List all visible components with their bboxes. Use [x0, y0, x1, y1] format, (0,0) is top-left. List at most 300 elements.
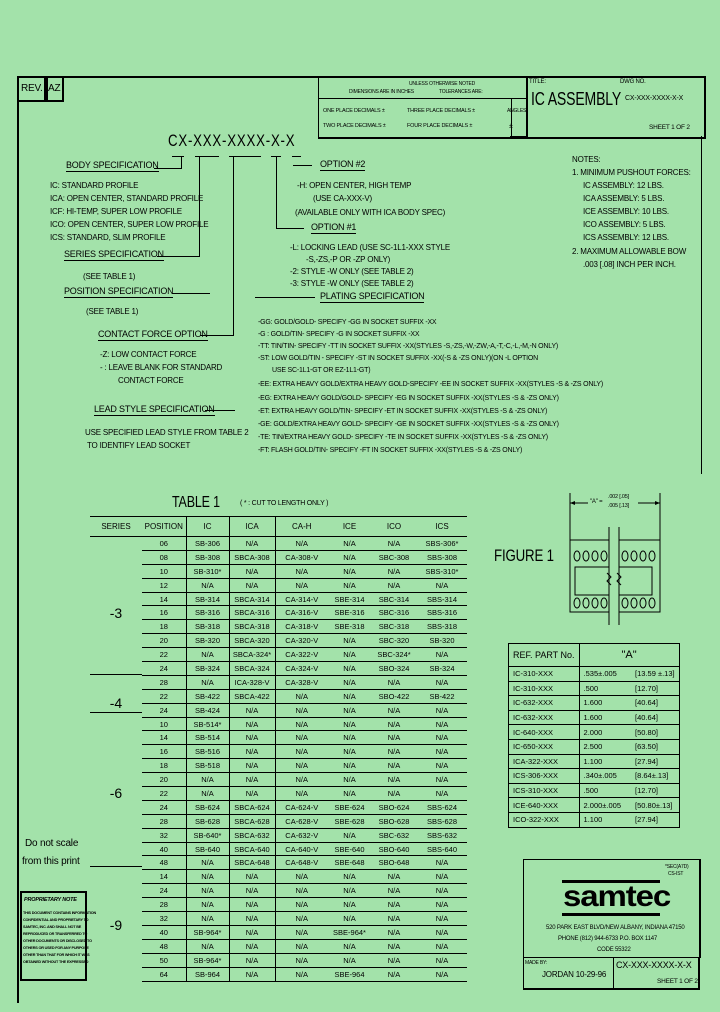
- part-cell: N/A: [275, 912, 328, 926]
- dimension-cell: [40.64]: [631, 710, 679, 725]
- option2-heading: OPTION #2: [320, 159, 366, 169]
- part-cell: N/A: [275, 717, 328, 731]
- col-ico: ICO: [371, 517, 417, 537]
- part-cell: SBCA-324: [229, 662, 275, 676]
- part-cell: N/A: [229, 912, 275, 926]
- part-cell: N/A: [417, 884, 467, 898]
- proprietary-line: OBTAINED WITHOUT THE EXPRESSED: [23, 960, 89, 964]
- part-cell: N/A: [417, 870, 467, 884]
- rev-label: REV.: [21, 83, 43, 94]
- position-cell: 06: [142, 537, 186, 551]
- part-cell: SB-514*: [186, 717, 229, 731]
- part-cell: SB-516: [186, 745, 229, 759]
- option1-item: -S,-ZS,-P OR -ZP ONLY): [306, 255, 391, 264]
- part-cell: CA-318-V: [275, 620, 328, 634]
- col-ice: ICE: [328, 517, 371, 537]
- position-cell: 24: [142, 800, 186, 814]
- position-cell: 14: [142, 731, 186, 745]
- dimension-cell: [50.80]: [631, 725, 679, 740]
- part-cell: N/A: [186, 787, 229, 801]
- position-cell: 12: [142, 578, 186, 592]
- part-cell: SB-964: [186, 967, 229, 981]
- lead-style-item: USE SPECIFIED LEAD STYLE FROM TABLE 2: [85, 428, 249, 437]
- dimension-cell: [12.70]: [631, 783, 679, 798]
- position-cell: 10: [142, 717, 186, 731]
- part-cell: N/A: [229, 717, 275, 731]
- part-cell: SBCA-324*: [229, 648, 275, 662]
- body-spec-item: ICS: STANDARD, SLIM PROFILE: [50, 233, 166, 242]
- table1-row: [90, 731, 467, 745]
- position-spec-note: (SEE TABLE 1): [86, 307, 139, 316]
- angles-block: [507, 97, 527, 138]
- figure1-dim-top: .002 [.05]: [608, 494, 629, 500]
- dimension-cell: 2.000±.005: [579, 798, 631, 813]
- table2-row: [509, 681, 680, 696]
- position-cell: 08: [142, 550, 186, 564]
- part-cell: N/A: [417, 787, 467, 801]
- part-cell: CA-648-V: [275, 856, 328, 870]
- table1-row: [90, 703, 467, 717]
- plating-item: -GG: GOLD/GOLD- SPECIFY -GG IN SOCKET SUFFIX -XX: [258, 319, 437, 326]
- part-cell: SBE-628: [328, 814, 371, 828]
- part-cell: N/A: [275, 939, 328, 953]
- title-label: TITLE:: [529, 79, 546, 85]
- part-cell: N/A: [371, 912, 417, 926]
- table1-row: [90, 592, 467, 606]
- part-cell: N/A: [229, 925, 275, 939]
- table1-row: [90, 634, 467, 648]
- table1-title: TABLE 1: [172, 494, 220, 511]
- note-item: ICA ASSEMBLY: 5 LBS.: [583, 194, 665, 203]
- part-cell: N/A: [328, 662, 371, 676]
- part-cell: CA-624-V: [275, 800, 328, 814]
- part-cell: N/A: [275, 537, 328, 551]
- part-cell: SBCA-648: [229, 856, 275, 870]
- part-cell: N/A: [417, 773, 467, 787]
- position-cell: 28: [142, 814, 186, 828]
- part-cell: N/A: [371, 537, 417, 551]
- part-cell: SB-640*: [186, 828, 229, 842]
- part-cell: SB-422: [186, 689, 229, 703]
- part-cell: SBE-640: [328, 842, 371, 856]
- contact-force-item: -Z: LOW CONTACT FORCE: [100, 350, 197, 359]
- sheet-number: SHEET 1 OF 2: [649, 124, 690, 131]
- part-cell: CA-324-V: [275, 662, 328, 676]
- position-cell: 48: [142, 939, 186, 953]
- part-cell: SBE-964: [328, 967, 371, 981]
- part-cell: N/A: [229, 939, 275, 953]
- part-cell: SB-624: [186, 800, 229, 814]
- part-cell: SBCA-314: [229, 592, 275, 606]
- part-cell: N/A: [417, 953, 467, 967]
- table1-row: [90, 675, 467, 689]
- plating-item: -TT: TIN/TIN- SPECIFY -TT IN SOCKET SUFFIX -XX(STYLES -S,-ZS,-W,-ZW,-A,-T,-C,-L,-M,-N ONLY): [258, 343, 559, 350]
- part-cell: N/A: [328, 745, 371, 759]
- part-cell: N/A: [229, 773, 275, 787]
- part-cell: N/A: [371, 787, 417, 801]
- note-item: ICS ASSEMBLY: 12 LBS.: [583, 233, 669, 242]
- option2-item: (AVAILABLE ONLY WITH ICA BODY SPEC): [295, 208, 446, 217]
- part-cell: ICA-328-V: [229, 675, 275, 689]
- tol-two-place: TWO PLACE DECIMALS ±: [323, 123, 386, 129]
- table1-row: [90, 939, 467, 953]
- table1-row: [90, 967, 467, 981]
- company-phone: PHONE (812) 944-6733 P.O. BOX 1147: [558, 936, 658, 942]
- note-item: ICO ASSEMBLY: 5 LBS.: [583, 220, 666, 229]
- table1-row: [90, 856, 467, 870]
- option2-item: (USE CA-XXX-V): [313, 194, 372, 203]
- series-cell: -3: [109, 605, 123, 622]
- plating-spec-heading: PLATING SPECIFICATION: [320, 291, 425, 301]
- ref-part-cell: IC-310-XXX: [509, 667, 580, 682]
- part-cell: N/A: [229, 787, 275, 801]
- part-cell: N/A: [371, 731, 417, 745]
- contact-force-heading: CONTACT FORCE OPTION: [98, 329, 208, 339]
- table1-row: [90, 745, 467, 759]
- dimension-cell: [27.94]: [631, 812, 679, 827]
- table1-row: [90, 953, 467, 967]
- part-cell: SBS-628: [417, 814, 467, 828]
- part-cell: SB-308: [186, 550, 229, 564]
- part-cell: N/A: [417, 759, 467, 773]
- part-cell: SB-310*: [186, 564, 229, 578]
- position-cell: 22: [142, 689, 186, 703]
- part-cell: N/A: [275, 578, 328, 592]
- position-cell: 10: [142, 564, 186, 578]
- part-cell: N/A: [328, 564, 371, 578]
- part-cell: SBCA-624: [229, 800, 275, 814]
- part-cell: N/A: [328, 689, 371, 703]
- part-cell: N/A: [275, 967, 328, 981]
- figure1-dim-label: "A" =: [590, 499, 603, 505]
- part-cell: SB-424: [186, 703, 229, 717]
- cage-code: CODE 55322: [597, 947, 631, 953]
- table1-header-row: [90, 517, 467, 537]
- part-cell: N/A: [186, 675, 229, 689]
- part-cell: SBO-628: [371, 814, 417, 828]
- made-by-block: [523, 957, 614, 990]
- ref-part-cell: IC-632-XXX: [509, 696, 580, 711]
- part-cell: SBO-640: [371, 842, 417, 856]
- table2-col-ref: REF. PART No.: [509, 644, 580, 667]
- proprietary-line: REPRODUCED OR TRANSFERRED TO: [23, 932, 88, 936]
- note-item: IC ASSEMBLY: 12 LBS.: [583, 181, 664, 190]
- part-cell: SBC-308: [371, 550, 417, 564]
- table2-row: [509, 812, 680, 827]
- position-cell: 50: [142, 953, 186, 967]
- col-ics: ICS: [417, 517, 467, 537]
- position-cell: 64: [142, 967, 186, 981]
- table1-row: [90, 800, 467, 814]
- table1-row: [90, 842, 467, 856]
- position-cell: 22: [142, 648, 186, 662]
- part-cell: SBE-318: [328, 620, 371, 634]
- dimension-cell: 2.500: [579, 739, 631, 754]
- part-cell: SBS-624: [417, 800, 467, 814]
- proprietary-note: [20, 891, 96, 981]
- part-cell: N/A: [417, 703, 467, 717]
- figure1-label: FIGURE 1: [494, 546, 554, 565]
- table1-row: [90, 773, 467, 787]
- part-cell: N/A: [229, 537, 275, 551]
- part-cell: SB-320: [417, 634, 467, 648]
- part-cell: N/A: [417, 648, 467, 662]
- position-cell: 14: [142, 592, 186, 606]
- part-cell: N/A: [229, 759, 275, 773]
- made-by-value: JORDAN 10-29-96: [542, 970, 607, 979]
- tol-three-place: THREE PLACE DECIMALS ±: [407, 108, 475, 114]
- series-cell: -4: [109, 695, 123, 712]
- dimension-cell: .500: [579, 681, 631, 696]
- series-cell: -6: [109, 785, 123, 802]
- dimension-cell: 1.100: [579, 812, 631, 827]
- part-cell: N/A: [229, 564, 275, 578]
- proprietary-line: SAMTEC, INC. AND SHALL NOT BE: [23, 925, 82, 929]
- part-cell: N/A: [275, 898, 328, 912]
- part-cell: N/A: [186, 884, 229, 898]
- ref-part-cell: ICS-306-XXX: [509, 769, 580, 784]
- part-cell: N/A: [417, 939, 467, 953]
- part-cell: SBS-316: [417, 606, 467, 620]
- part-cell: SB-422: [417, 689, 467, 703]
- part-cell: SBC-320: [371, 634, 417, 648]
- note-item: .003 [.08] INCH PER INCH.: [583, 260, 676, 269]
- ref-part-cell: ICO-322-XXX: [509, 812, 580, 827]
- part-cell: CA-308-V: [275, 550, 328, 564]
- part-cell: N/A: [371, 773, 417, 787]
- part-cell: N/A: [229, 967, 275, 981]
- proprietary-line: OTHERS OR USED FOR ANY PURPOSE: [23, 946, 89, 950]
- position-cell: 24: [142, 884, 186, 898]
- part-cell: SBE-624: [328, 800, 371, 814]
- dimension-cell: [50.80±.13]: [631, 798, 679, 813]
- table1-row: [90, 925, 467, 939]
- table1-row: [90, 550, 467, 564]
- part-cell: SB-306: [186, 537, 229, 551]
- plating-item: USE SC-1L1-GT OR EZ-1L1-GT): [272, 367, 371, 374]
- part-cell: N/A: [328, 731, 371, 745]
- tolerance-block: [318, 76, 528, 139]
- part-cell: N/A: [275, 884, 328, 898]
- position-cell: 40: [142, 925, 186, 939]
- part-cell: SB-320: [186, 634, 229, 648]
- part-cell: N/A: [371, 884, 417, 898]
- dimension-cell: [63.50]: [631, 739, 679, 754]
- part-cell: CA-632-V: [275, 828, 328, 842]
- table1-subtitle: ( * : CUT TO LENGTH ONLY ): [240, 500, 329, 507]
- part-cell: SBC-314: [371, 592, 417, 606]
- part-cell: N/A: [328, 787, 371, 801]
- table1-row: [90, 884, 467, 898]
- proprietary-line: OTHER THAN THAT FOR WHICH IT WAS: [23, 953, 90, 957]
- body-spec-item: ICF: HI-TEMP, SUPER LOW PROFILE: [50, 207, 182, 216]
- option1-item: -3: STYLE -W ONLY (SEE TABLE 2): [290, 279, 414, 288]
- tol-one-place: ONE PLACE DECIMALS ±: [323, 108, 385, 114]
- part-cell: CA-320-V: [275, 634, 328, 648]
- plating-item: -ET: EXTRA HEAVY GOLD/TIN- SPECIFY -ET IN SOCKET SUFFIX -XX(STYLES -S & -ZS ONLY): [258, 408, 548, 415]
- plating-item: -ST: LOW GOLD/TIN - SPECIFY -ST IN SOCKET SUFFIX -XX(-S & -ZS ONLY)(ON -L OPTION: [258, 355, 538, 362]
- dimension-cell: .340±.005: [579, 769, 631, 784]
- ref-part-cell: ICE-640-XXX: [509, 798, 580, 813]
- table2-row: [509, 710, 680, 725]
- part-cell: SBO-648: [371, 856, 417, 870]
- note-item: 2. MAXIMUM ALLOWABLE BOW: [572, 247, 687, 256]
- part-cell: SBC-318: [371, 620, 417, 634]
- table1-row: [90, 662, 467, 676]
- table2-row: [509, 798, 680, 813]
- part-cell: N/A: [229, 703, 275, 717]
- part-cell: N/A: [275, 953, 328, 967]
- made-by-label: MADE BY:: [525, 960, 548, 966]
- part-cell: N/A: [417, 967, 467, 981]
- part-cell: N/A: [275, 759, 328, 773]
- body-spec-heading: BODY SPECIFICATION: [66, 160, 159, 170]
- part-cell: N/A: [417, 675, 467, 689]
- position-cell: 32: [142, 912, 186, 926]
- table1-row: [90, 717, 467, 731]
- part-cell: SBCA-632: [229, 828, 275, 842]
- rev-value: AZ: [48, 83, 61, 94]
- part-cell: SBS-314: [417, 592, 467, 606]
- position-cell: 28: [142, 675, 186, 689]
- part-cell: N/A: [229, 884, 275, 898]
- proprietary-heading: PROPRIETARY NOTE: [24, 897, 77, 903]
- figure1-dim-bottom: .005 [.13]: [608, 503, 629, 509]
- part-cell: SB-324: [417, 662, 467, 676]
- part-cell: N/A: [275, 731, 328, 745]
- part-cell: SBS-310*: [417, 564, 467, 578]
- position-cell: 24: [142, 662, 186, 676]
- note-item: 1. MINIMUM PUSHOUT FORCES:: [572, 168, 691, 177]
- dimension-cell: 2.000: [579, 725, 631, 740]
- part-cell: N/A: [328, 870, 371, 884]
- part-cell: N/A: [328, 773, 371, 787]
- table2-row: [509, 667, 680, 682]
- angles-value: ±: [509, 123, 513, 130]
- part-cell: SBCA-640: [229, 842, 275, 856]
- part-cell: CA-316-V: [275, 606, 328, 620]
- part-cell: SBO-324: [371, 662, 417, 676]
- position-cell: 40: [142, 842, 186, 856]
- part-cell: N/A: [186, 870, 229, 884]
- part-cell: N/A: [371, 967, 417, 981]
- option1-item: -L: LOCKING LEAD (USE SC-1L1-XXX STYLE: [290, 243, 451, 252]
- part-cell: SBE-964*: [328, 925, 371, 939]
- samtec-logo: samtec: [563, 880, 671, 913]
- position-cell: 32: [142, 828, 186, 842]
- part-cell: SBCA-320: [229, 634, 275, 648]
- part-cell: N/A: [371, 939, 417, 953]
- tol-four-place: FOUR PLACE DECIMALS ±: [407, 123, 473, 129]
- contact-force-item: - : LEAVE BLANK FOR STANDARD: [100, 363, 223, 372]
- table1-row: [90, 564, 467, 578]
- position-cell: 18: [142, 759, 186, 773]
- part-cell: CA-328-V: [275, 675, 328, 689]
- part-cell: N/A: [275, 745, 328, 759]
- part-cell: N/A: [328, 634, 371, 648]
- dimension-cell: 1.600: [579, 710, 631, 725]
- part-cell: SBCA-422: [229, 689, 275, 703]
- part-cell: SBC-324*: [371, 648, 417, 662]
- table2-row: [509, 739, 680, 754]
- dimension-cell: [13.59 ±.13]: [631, 667, 679, 682]
- part-cell: SB-314: [186, 592, 229, 606]
- part-cell: N/A: [417, 912, 467, 926]
- part-cell: N/A: [328, 675, 371, 689]
- part-cell: SB-964*: [186, 953, 229, 967]
- position-cell: 16: [142, 606, 186, 620]
- table1: [90, 516, 467, 982]
- part-cell: N/A: [186, 898, 229, 912]
- part-cell: SB-316: [186, 606, 229, 620]
- proprietary-line: OTHER DOCUMENTS OR DISCLOSED TO: [23, 939, 92, 943]
- ref-part-cell: ICS-310-XXX: [509, 783, 580, 798]
- position-cell: 20: [142, 634, 186, 648]
- body-spec-item: ICO: OPEN CENTER, SUPER LOW PROFILE: [50, 220, 209, 229]
- part-cell: N/A: [371, 564, 417, 578]
- do-not-scale-line1: Do not scale: [25, 838, 79, 849]
- series-cell: -9: [109, 917, 123, 934]
- dimension-cell: .500: [579, 783, 631, 798]
- part-cell: N/A: [371, 578, 417, 592]
- part-cell: N/A: [371, 925, 417, 939]
- ref-part-cell: ICA-322-XXX: [509, 754, 580, 769]
- col-series: SERIES: [90, 517, 142, 537]
- table1-row: [90, 578, 467, 592]
- drawing-number: CX-XXX-XXXX-X-X: [625, 95, 684, 102]
- part-cell: SB-514: [186, 731, 229, 745]
- title-block: [526, 76, 706, 139]
- table1-row: [90, 648, 467, 662]
- table1-row: [90, 620, 467, 634]
- tol-header-1: UNLESS OTHERWISE NOTED: [409, 81, 476, 87]
- part-cell: N/A: [417, 578, 467, 592]
- part-cell: N/A: [328, 939, 371, 953]
- part-cell: N/A: [328, 828, 371, 842]
- position-cell: 28: [142, 898, 186, 912]
- part-cell: N/A: [275, 564, 328, 578]
- option1-item: -2: STYLE -W ONLY (SEE TABLE 2): [290, 267, 414, 276]
- part-cell: N/A: [417, 856, 467, 870]
- part-cell: SB-324: [186, 662, 229, 676]
- part-cell: N/A: [417, 925, 467, 939]
- part-cell: SB-964*: [186, 925, 229, 939]
- part-cell: N/A: [328, 717, 371, 731]
- table1-row: [90, 689, 467, 703]
- company-code2: CS-IST: [668, 871, 684, 877]
- position-cell: 16: [142, 745, 186, 759]
- position-cell: 48: [142, 856, 186, 870]
- table1-row: [90, 787, 467, 801]
- part-cell: CA-628-V: [275, 814, 328, 828]
- part-cell: N/A: [229, 870, 275, 884]
- table1-row: [90, 898, 467, 912]
- part-cell: N/A: [328, 898, 371, 912]
- footer-part-block: [612, 957, 700, 990]
- part-cell: N/A: [371, 953, 417, 967]
- proprietary-line: CONFIDENTIAL AND PROPRIETARY TO: [23, 918, 89, 922]
- body-spec-item: ICA: OPEN CENTER, STANDARD PROFILE: [50, 194, 204, 203]
- part-cell: N/A: [328, 578, 371, 592]
- part-cell: N/A: [371, 703, 417, 717]
- series-spec-note: (SEE TABLE 1): [83, 272, 136, 281]
- do-not-scale-line2: from this print: [22, 856, 80, 867]
- table1-row: [90, 606, 467, 620]
- col-position: POSITION: [142, 517, 186, 537]
- col-ca-h: CA-H: [275, 517, 328, 537]
- part-cell: N/A: [229, 731, 275, 745]
- part-cell: SBCA-308: [229, 550, 275, 564]
